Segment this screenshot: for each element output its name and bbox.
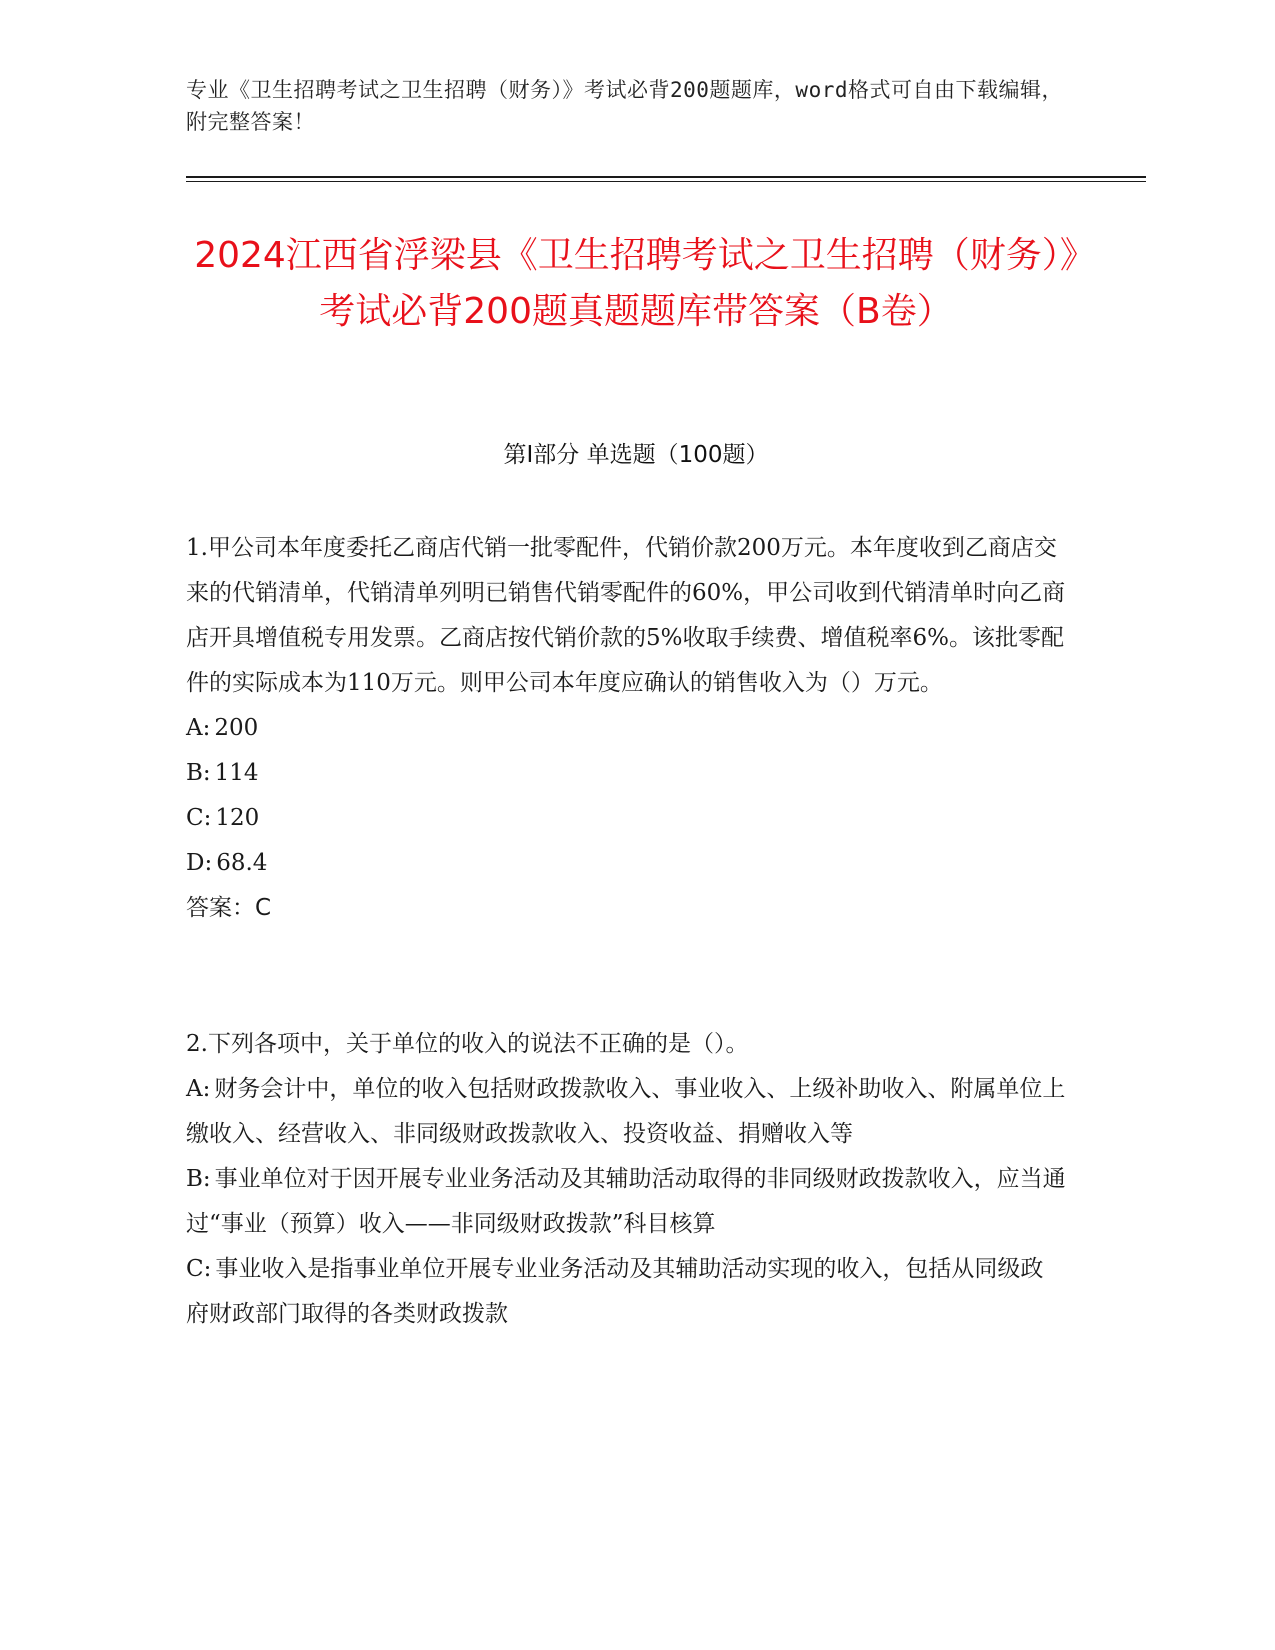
question-stem: 1.甲公司本年度委托乙商店代销一批零配件，代销价款200万元。本年度收到乙商店交来的代销清单，代销清单列明已销售代销零配件的60%，甲公司收到代销清单时向乙商店开具增值税专用发票。乙商店按代销价款的5%收取手续费、增值税率6%。该批零配件的实际成本为110万元。则甲公司本年度应确认的销售收入为（）万元。 — [186, 535, 1066, 696]
option-text: 68.4 — [216, 850, 268, 876]
option-label: A: — [186, 715, 211, 741]
option-label: C: — [186, 805, 212, 831]
document-title: 2024江西省浮梁县《卫生招聘考试之卫生招聘（财务）》考试必背200题真题题库带答案（B卷） — [194, 235, 1078, 332]
question-stem: 2.下列各项中，关于单位的收入的说法不正确的是（）。 — [186, 1031, 749, 1057]
option-text: 财务会计中，单位的收入包括财政拨款收入、事业收入、上级补助收入、附属单位上缴收入、经营收入、非同级财政拨款收入、投资收益、捐赠收入等 — [186, 1076, 1066, 1147]
question-1 — [186, 526, 1066, 931]
header-divider-thin — [186, 181, 1146, 182]
option-text: 120 — [215, 805, 260, 831]
option-a — [186, 706, 1066, 751]
option-text: 事业收入是指事业单位开展专业业务活动及其辅助活动实现的收入，包括从同级政府财政部门取得的各类财政拨款 — [186, 1256, 1044, 1327]
option-a — [186, 1067, 1066, 1157]
section-heading: 第Ⅰ部分 单选题（100题） — [503, 442, 769, 468]
option-label: B: — [186, 1166, 211, 1192]
option-b — [186, 1157, 1066, 1247]
option-label: D: — [186, 850, 213, 876]
option-c — [186, 1247, 1066, 1337]
option-c — [186, 796, 1066, 841]
option-text: 114 — [214, 760, 259, 786]
option-text: 200 — [214, 715, 259, 741]
header-divider-thick — [186, 176, 1146, 178]
header-note: 专业《卫生招聘考试之卫生招聘（财务）》考试必背200题题库，word格式可自由下载编辑，附完整答案！ — [186, 78, 1063, 134]
option-d — [186, 841, 1066, 886]
question-2 — [186, 1022, 1066, 1337]
option-label: C: — [186, 1256, 212, 1282]
answer: 答案：C — [186, 895, 272, 921]
option-b — [186, 751, 1066, 796]
option-label: B: — [186, 760, 211, 786]
option-text: 事业单位对于因开展专业业务活动及其辅助活动取得的非同级财政拨款收入，应当通过“事业（预算）收入——非同级财政拨款”科目核算 — [186, 1166, 1066, 1237]
option-label: A: — [186, 1076, 211, 1102]
